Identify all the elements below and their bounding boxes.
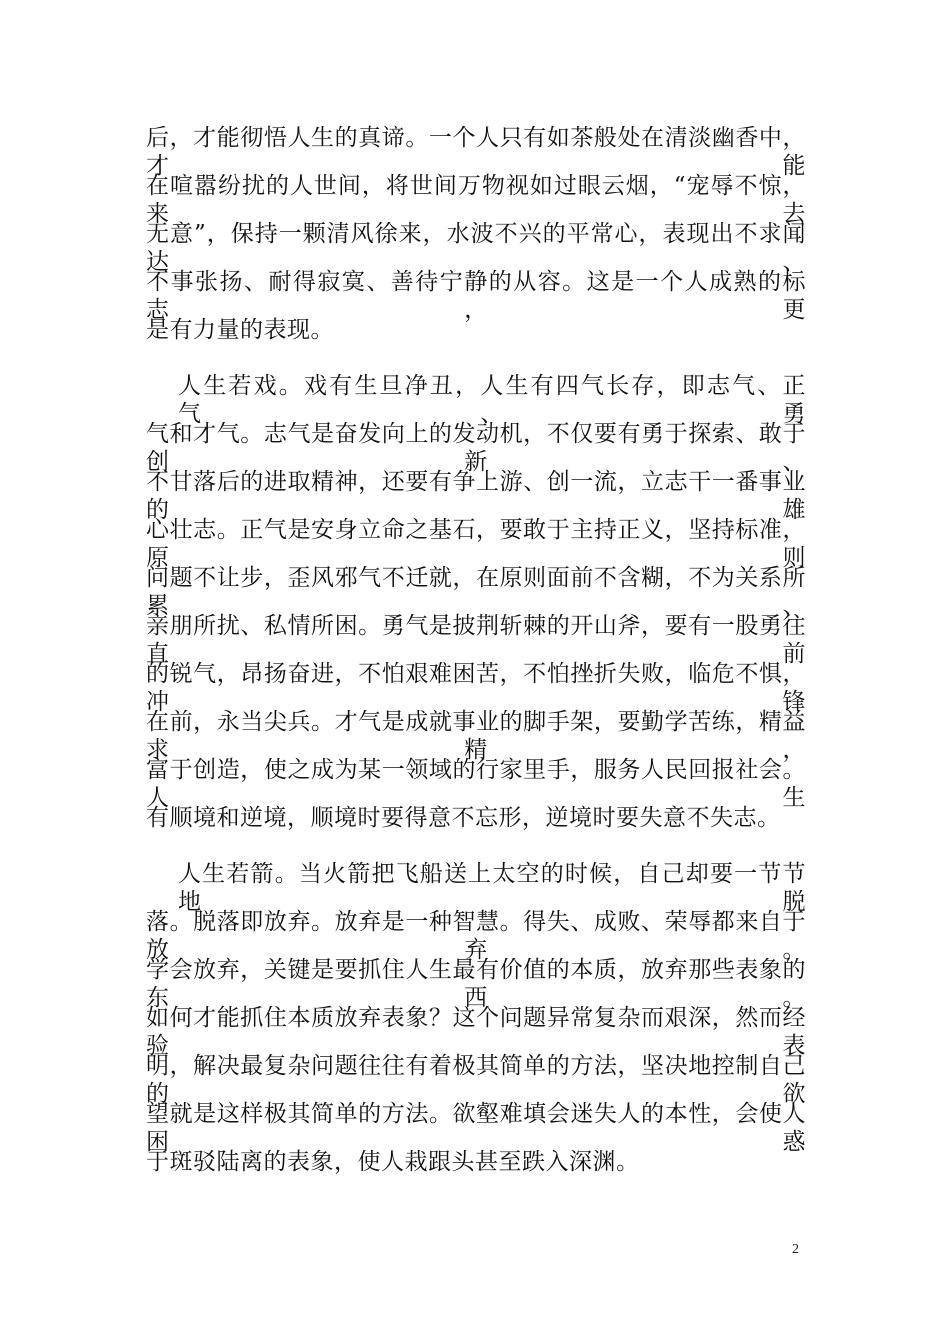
paragraph-2-line-9: 富于创造，使之成为某一领域的行家里手，服务人民回报社会。人生 <box>146 757 806 811</box>
paragraph-2-line-10: 有顺境和逆境，顺境时要得意不忘形，逆境时要失意不失志。 <box>146 805 781 831</box>
paragraph-3-line-4: 如何才能抓住本质放弃表象？这个问题异常复杂而艰深，然而经验表 <box>146 1005 806 1059</box>
paragraph-1-line-2: 在喧嚣纷扰的人世间，将世间万物视如过眼云烟，“宠辱不惊，来去 <box>146 173 806 227</box>
paragraph-3-line-2: 落。脱落即放弃。放弃是一种智慧。得失、成败、荣辱都来自于放弃。 <box>146 909 806 963</box>
paragraph-3-line-1: 人生若箭。当火箭把飞船送上太空的时候，自己却要一节节地脱 <box>178 861 806 915</box>
paragraph-3-line-5: 明，解决最复杂问题往往有着极其简单的方法，坚决地控制自己的欲 <box>146 1053 806 1107</box>
paragraph-1-line-5: 是有力量的表现。 <box>146 317 334 343</box>
paragraph-1-line-4: 不事张扬、耐得寂寞、善待宁静的从容。这是一个人成熟的标志，更 <box>146 269 806 323</box>
paragraph-2-line-5: 问题不让步，歪风邪气不迁就，在原则面前不含糊，不为关系所累、 <box>146 565 806 619</box>
paragraph-2-line-6: 亲朋所扰、私情所困。勇气是披荆斩棘的开山斧，要有一股勇往直前 <box>146 613 806 667</box>
paragraph-2-line-2: 气和才气。志气是奋发向上的发动机，不仅要有勇于探索、敢于创新、 <box>146 421 806 475</box>
paragraph-1-line-3: 无意”，保持一颗清风徐来，水波不兴的平常心，表现出不求闻达、 <box>146 221 806 275</box>
paragraph-2-line-3: 不甘落后的进取精神，还要有争上游、创一流，立志干一番事业的雄 <box>146 469 806 523</box>
page-number: 2 <box>792 1242 799 1257</box>
paragraph-1-line-1: 后，才能彻悟人生的真谛。一个人只有如茶般处在清淡幽香中，才能 <box>146 125 806 179</box>
paragraph-3-line-7: 于斑驳陆离的表象，使人栽跟头甚至跌入深渊。 <box>146 1149 640 1175</box>
paragraph-2-line-4: 心壮志。正气是安身立命之基石，要敢于主持正义，坚持标准，原则 <box>146 517 806 571</box>
paragraph-3-line-3: 学会放弃，关键是要抓住人生最有价值的本质，放弃那些表象的东西。 <box>146 957 806 1011</box>
paragraph-2-line-8: 在前，永当尖兵。才气是成就事业的脚手架，要勤学苦练，精益求精， <box>146 709 806 763</box>
paragraph-2-line-1: 人生若戏。戏有生旦净丑，人生有四气长存，即志气、正气、勇 <box>178 373 806 427</box>
paragraph-2-line-7: 的锐气，昂扬奋进，不怕艰难困苦，不怕挫折失败，临危不惧，冲锋 <box>146 661 806 715</box>
paragraph-3-line-6: 望就是这样极其简单的方法。欲壑难填会迷失人的本性，会使人困惑 <box>146 1101 806 1155</box>
